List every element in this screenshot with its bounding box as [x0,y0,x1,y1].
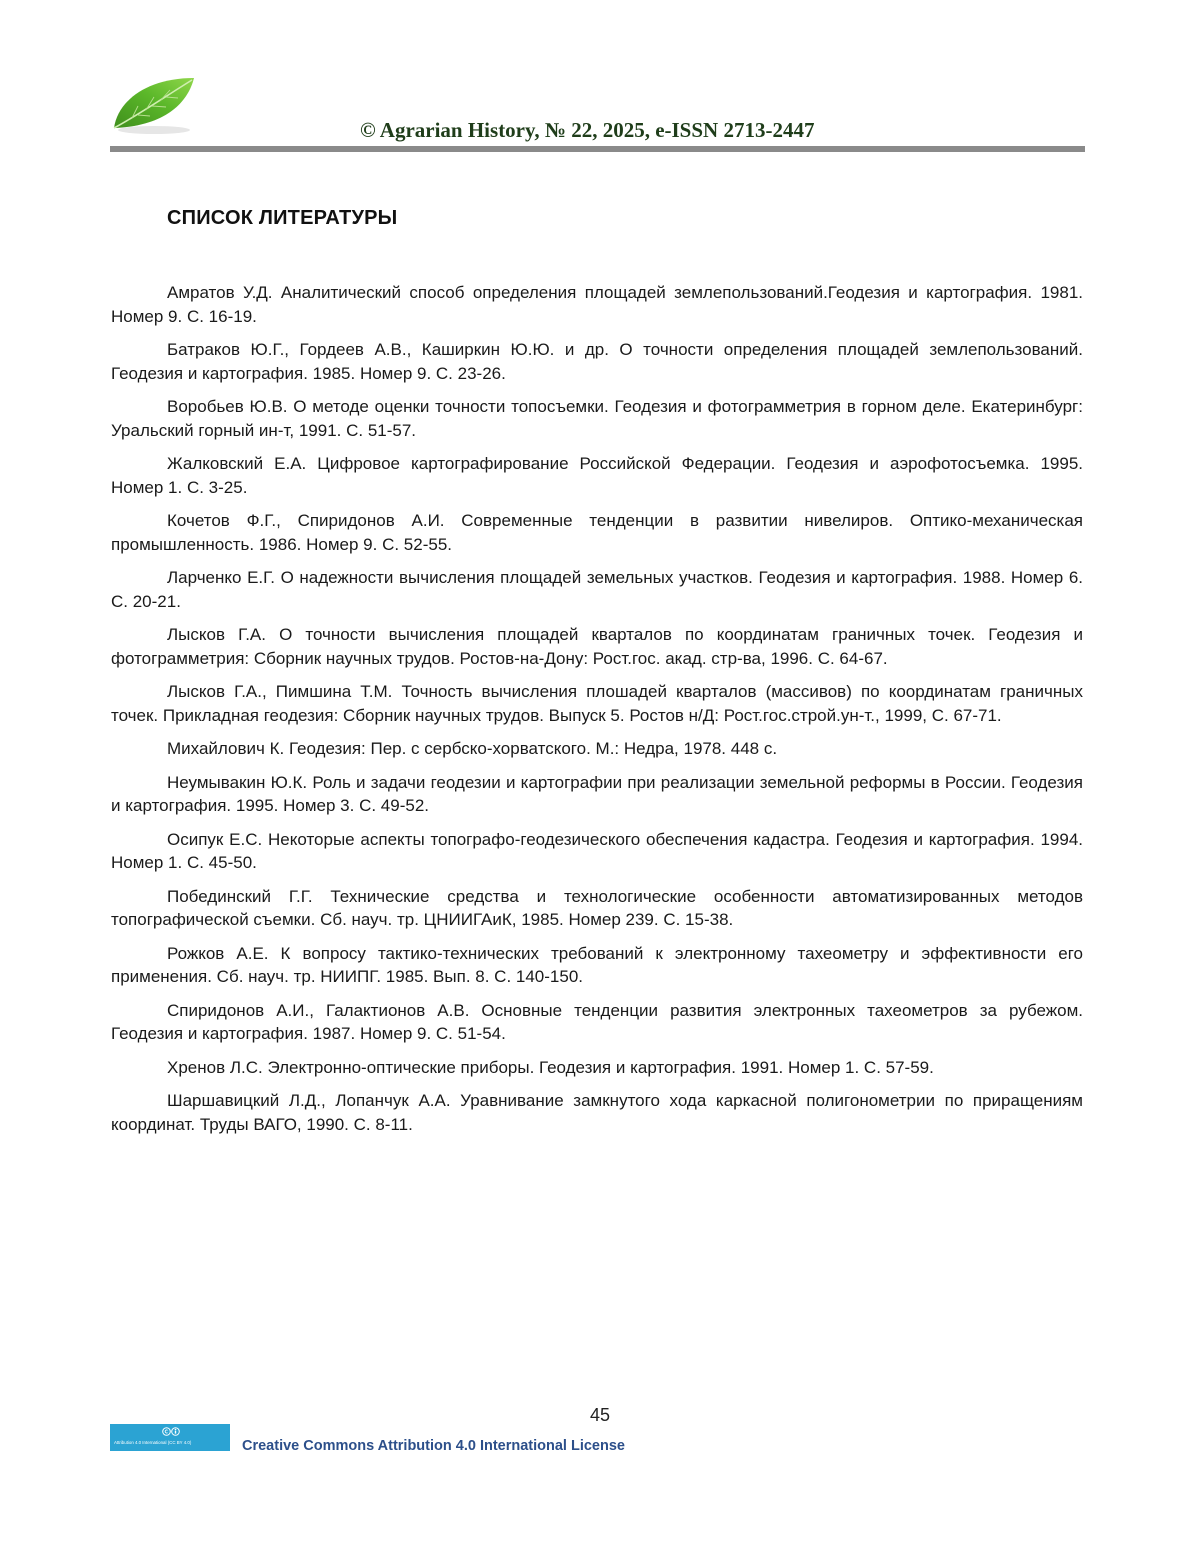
reference-item: Амратов У.Д. Аналитический способ определения площадей землепользований.Геодезия и картография. 1981. Номер 9. С. 16-19. [111,283,1083,326]
reference-item: Лысков Г.А. О точности вычисления площадей кварталов по координатам граничных точек. Геодезия и фотограмметрия: Сборник научных трудов. Ростов-на-Дону: Рост.гос. акад. стр-ва, 1996. С. 64-67. [111,625,1083,668]
reference-item: Жалковский Е.А. Цифровое картографирование Российской Федерации. Геодезия и аэрофотосъемка. 1995. Номер 1. С. 3-25. [111,454,1083,497]
page-number: 45 [589,1405,611,1425]
reference-item: Побединский Г.Г. Технические средства и технологические особенности автоматизированных методов топографической съемки. Сб. науч. тр. ЦНИИГАиК, 1985. Номер 239. С. 15-38. [111,886,1083,929]
cc-license-badge[interactable] [110,1424,230,1451]
reference-item: Рожков А.Е. К вопросу тактико-технических требований к электронному тахеометру и эффективности его применения. Сб. науч. тр. НИИПГ. 1985. Вып. 8. С. 140-150. [111,943,1083,986]
reference-item: Спиридонов А.И., Галактионов А.В. Основные тенденции развития электронных тахеометров за рубежом. Геодезия и картография. 1987. Номер 9. С. 51-54. [111,1000,1083,1043]
cc-badge-label: Attribution 4.0 International (CC BY 4.0) [114,1440,192,1445]
reference-item: Шаршавицкий Л.Д., Лопанчук А.А. Уравнивание замкнутого хода каркасной полигонометрии по приращениям координат. Труды ВАГО, 1990. С. 8-11. [111,1091,1083,1134]
cc-by-icon [162,1427,180,1438]
reference-item: Осипук Е.С. Некоторые аспекты топографо-геодезического обеспечения кадастра. Геодезия и картография. 1994. Номер 1. С. 45-50. [111,829,1083,872]
reference-item: Воробьев Ю.В. О методе оценки точности топосъемки. Геодезия и фотограмметрия в горном деле. Екатеринбург: Уральский горный ин-т, 1991. С. 51-57. [111,397,1083,440]
reference-item: Кочетов Ф.Г., Спиридонов А.И. Современные тенденции в развитии нивелиров. Оптико-механическая промышленность. 1986. Номер 9. С. 52-55. [111,511,1083,554]
reference-item: Лысков Г.А., Пимшина Т.М. Точность вычисления плошадей кварталов (массивов) по координатам граничных точек. Прикладная геодезия: Сборник научных трудов. Выпуск 5. Ростов н/Д: Рост.гос.строй.ун-т., 1999, С. 67-71. [111,682,1083,725]
leaf-icon [108,70,200,136]
license-link[interactable]: Creative Commons Attribution 4.0 International License [242,1438,625,1454]
reference-item: Батраков Ю.Г., Гордеев А.В., Каширкин Ю.Ю. и др. О точности определения площадей землепользований. Геодезия и картография. 1985. Номер 9. С. 23-26. [111,340,1083,383]
reference-item: Михайлович К. Геодезия: Пер. с сербско-хорватского. М.: Недра, 1978. 448 с. [167,739,778,758]
reference-item: Неумывакин Ю.К. Роль и задачи геодезии и картографии при реализации земельной реформы в России. Геодезия и картография. 1995. Номер 3. С. 49-52. [111,772,1083,815]
reference-item: Ларченко Е.Г. О надежности вычисления площадей земельных участков. Геодезия и картография. 1988. Номер 6. С. 20-21. [111,568,1083,611]
section-heading: СПИСОК ЛИТЕРАТУРЫ [167,207,398,229]
reference-list [111,281,1083,1146]
reference-item: Хренов Л.С. Электронно-оптические приборы. Геодезия и картография. 1991. Номер 1. С. 57-59. [167,1057,934,1077]
journal-header-title: © Agrarian History, № 22, 2025, e-ISSN 2713-2447 [360,118,815,142]
header-divider [110,146,1085,152]
